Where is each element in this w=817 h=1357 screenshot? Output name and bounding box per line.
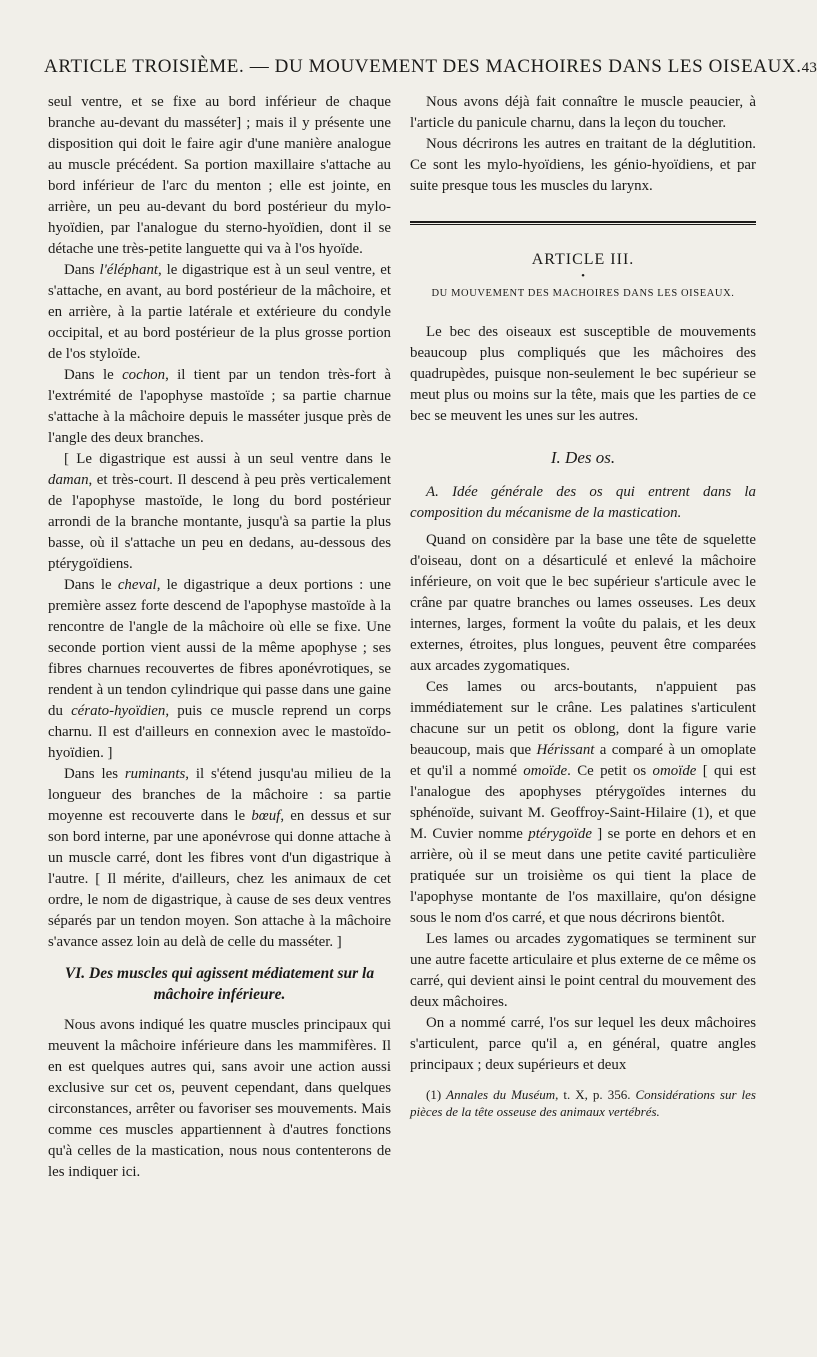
text-run: , le digastrique est à un seul ventre, et s'attache, en avant, au bord postérieur de la mâchoire, et en arrière, à la partie latérale et extérieure du condyle occipital, et au bord postérieur de la plus grosse portion de l'os styloïde. [48, 262, 391, 362]
text-run: . Ce petit os [567, 763, 653, 779]
footnote [410, 1086, 756, 1120]
paragraph-deglutition: Nous décrirons les autres en traitant de la déglutition. Ce sont les mylo-hyoïdiens, les génio-hyoïdiens, et par suite presque tous les muscles du larynx. [410, 136, 756, 194]
left-column [48, 92, 391, 1183]
text-run: [ qui est l'analogue des apophyses ptérygoïdes internes du sphénoïde, suivant M. Geoffroy-Saint-Hilaire (1), et que M. Cuvier nomme [410, 763, 756, 842]
paragraph-bec: Le bec des oiseaux est susceptible de mouvements beaucoup plus compliqués que les mâchoires des quadrupèdes, puisque non-seulement le bec supérieur se meut plus ou moins sur la tête, mais que les parties de ce bec se meuvent les unes sur les autres. [410, 324, 756, 424]
paragraph-squelette: Quand on considère par la base une tête de squelette d'oiseau, dont on a désarticulé et enlevé la mâchoire inférieure, on voit que le bec supérieur s'articule avec le crâne par quatre branches ou lames osseuses. Les deux internes, larges, forment la voûte du palais, et les deux externes, étroites, plus longues, peuvent être comparées aux arcades zygomatiques. [410, 532, 756, 674]
italic-term: omoïde [652, 763, 697, 779]
section-heading-os: I. Des os. [550, 448, 616, 467]
text-run: a comparé à un omoplate et qu'il a nommé [410, 742, 756, 779]
running-head [44, 56, 817, 78]
paragraph-continuation: seul ventre, et se fixe au bord inférieur de chaque branche au-devant du masséter] ; mais il y présente une disposition qui doit le faire agir d'une manière analogue au muscle précédent. Sa portion maxillaire s'attache au bord inférieur de l'arc du menton ; elle est jointe, en arrière, un peu au-devant du bord postérieur du mylo-hyoïdien, par l'analogue du sterno-hyoïdien, dont il se détache une très-petite languette qui va à l'os hyoïde. [48, 94, 391, 257]
text-run: , il tient par un tendon très-fort à l'extrémité de l'apophyse mastoïde ; sa partie charnue s'attache à la mâchoire depuis le masséter jusque près de l'angle des deux branches. [48, 367, 391, 446]
text-run: Ces lames ou arcs-boutants, n'appuient pas immédiatement sur le crâne. Les palatines s'articulent chacune sur un petit os oblong, dont la figure varie beaucoup, mais que [410, 679, 756, 758]
page-number: 43 [801, 60, 817, 76]
text-run: [ Le digastrique est aussi à un seul ventre dans le [64, 451, 391, 467]
text-run: , puis ce muscle reprend un corps charnu. Il est d'ailleurs en connexion avec le mastoïdo-hyoïdien. ] [48, 703, 391, 761]
paragraph-peaucier: Nous avons déjà fait connaître le muscle peaucier, à l'article du panicule charnu, dans la leçon du toucher. [410, 94, 756, 131]
text-run: Dans le [64, 577, 118, 593]
text-run: Dans le [64, 367, 123, 383]
text-run: , il s'étend jusqu'au milieu de la longueur des branches de la mâchoire : sa partie moyenne est recouverte dans le [48, 766, 391, 824]
section-heading-vi: VI. Des muscles qui agissent médiatement sur la mâchoire inférieure. [64, 965, 375, 1003]
text-run: Dans les [64, 766, 125, 782]
paragraph-carre: On a nommé carré, l'os sur lequel les deux mâchoires s'articulent, parce qu'il a, en général, quatre angles principaux ; deux supérieurs et deux [410, 1015, 756, 1073]
text-run: Dans [64, 262, 100, 278]
paragraph-elephant [48, 260, 391, 365]
paragraph-daman [48, 449, 391, 575]
italic-term: ptérygoïde [528, 826, 592, 842]
italic-term: Annales du Muséum [446, 1087, 556, 1102]
running-head-title: ARTICLE TROISIÈME. — DU MOUVEMENT DES MACHOIRES DANS LES OISEAUX. [44, 56, 802, 77]
italic-term: Hérissant [536, 742, 595, 758]
paragraph-cochon [48, 365, 391, 449]
text-run: , t. X, p. 356. [555, 1087, 636, 1102]
paragraph-zygomatiques: Les lames ou arcades zygomatiques se terminent sur une autre facette articulaire et plus externe de ce même os carré, qui devient ainsi le point central du mouvement des deux mâchoires. [410, 931, 756, 1010]
text-run: ] se porte en dehors et en arrière, où il se meut dans une petite cavité particulière pratiquée sur un troisième os qui tient la place de l'apophyse montante de l'os maxillaire, qu'on désigne sous le nom d'os carré, et que nous décrirons bientôt. [410, 826, 756, 926]
italic-term: cochon [122, 367, 166, 383]
article-title: ARTICLE III. [531, 251, 635, 268]
italic-term: l'éléphant [99, 262, 159, 278]
right-column [410, 92, 756, 1120]
text-run: , le digastrique a deux portions : une première assez forte descend de l'apophyse mastoïde à la rencontre de l'angle de la mâchoire où elle se fixe. Une seconde portion vient aussi de la même apophyse ; ses fibres charnues recouvertes de fibres aponévrotiques, se rendent à un tendon cylindrique qui passe dans une gaine du [48, 577, 391, 719]
italic-term: cheval [117, 577, 157, 593]
paragraph-lames [410, 677, 756, 929]
paragraph-cheval [48, 575, 391, 764]
article-subtitle: DU MOUVEMENT DES MACHOIRES DANS LES OISEAUX. [431, 288, 735, 299]
italic-term: cérato-hyoïdien [71, 703, 166, 719]
subsection-heading-a: A. Idée générale des os qui entrent dans la composition du mécanisme de la mastication. [410, 484, 756, 521]
italic-term: Considérations sur les pièces de la tête osseuse des animaux vertébrés. [410, 1087, 756, 1119]
paragraph-ruminants [48, 764, 391, 953]
italic-term: bœuf [251, 808, 281, 824]
italic-term: daman [48, 472, 89, 488]
text-run: (1) [426, 1087, 447, 1102]
text-run: , en dessus et sur son bord interne, par une aponévrose qui donne attache à un muscle carré, dont les fibres vont d'un digastrique à l'autre. [ Il mérite, d'ailleurs, chez les animaux de cet ordre, le nom de digastrique, à cause de ses deux ventres séparés par un tendon moyen. Son attache à la mâchoire s'avance assez loin au delà de celle du masséter. ] [48, 808, 391, 950]
ornament-dot: • [581, 270, 585, 282]
italic-term: ruminants [124, 766, 186, 782]
text-run: , et très-court. Il descend à peu près verticalement de l'apophyse mastoïde, le long du bord postérieur arrondi de la branche montante, jusqu'à sa partie la plus basse, où il s'attache un peu en dedans, au-dessous des ptérygoïdiens. [48, 472, 391, 572]
double-rule-divider [410, 221, 756, 225]
italic-term: omoïde [523, 763, 568, 779]
paragraph-muscles: Nous avons indiqué les quatre muscles principaux qui meuvent la mâchoire inférieure dans les mammifères. Il en est quelques autres qui, sans avoir une action aussi exclusive sur cet os, peuvent cependant, dans quelques circonstances, arrêter ou favoriser ses mouvements. Mais comme ces muscles appartiennent à d'autres fonctions qu'à celles de la mastication, nous nous contenterons de les indiquer ici. [48, 1017, 391, 1180]
